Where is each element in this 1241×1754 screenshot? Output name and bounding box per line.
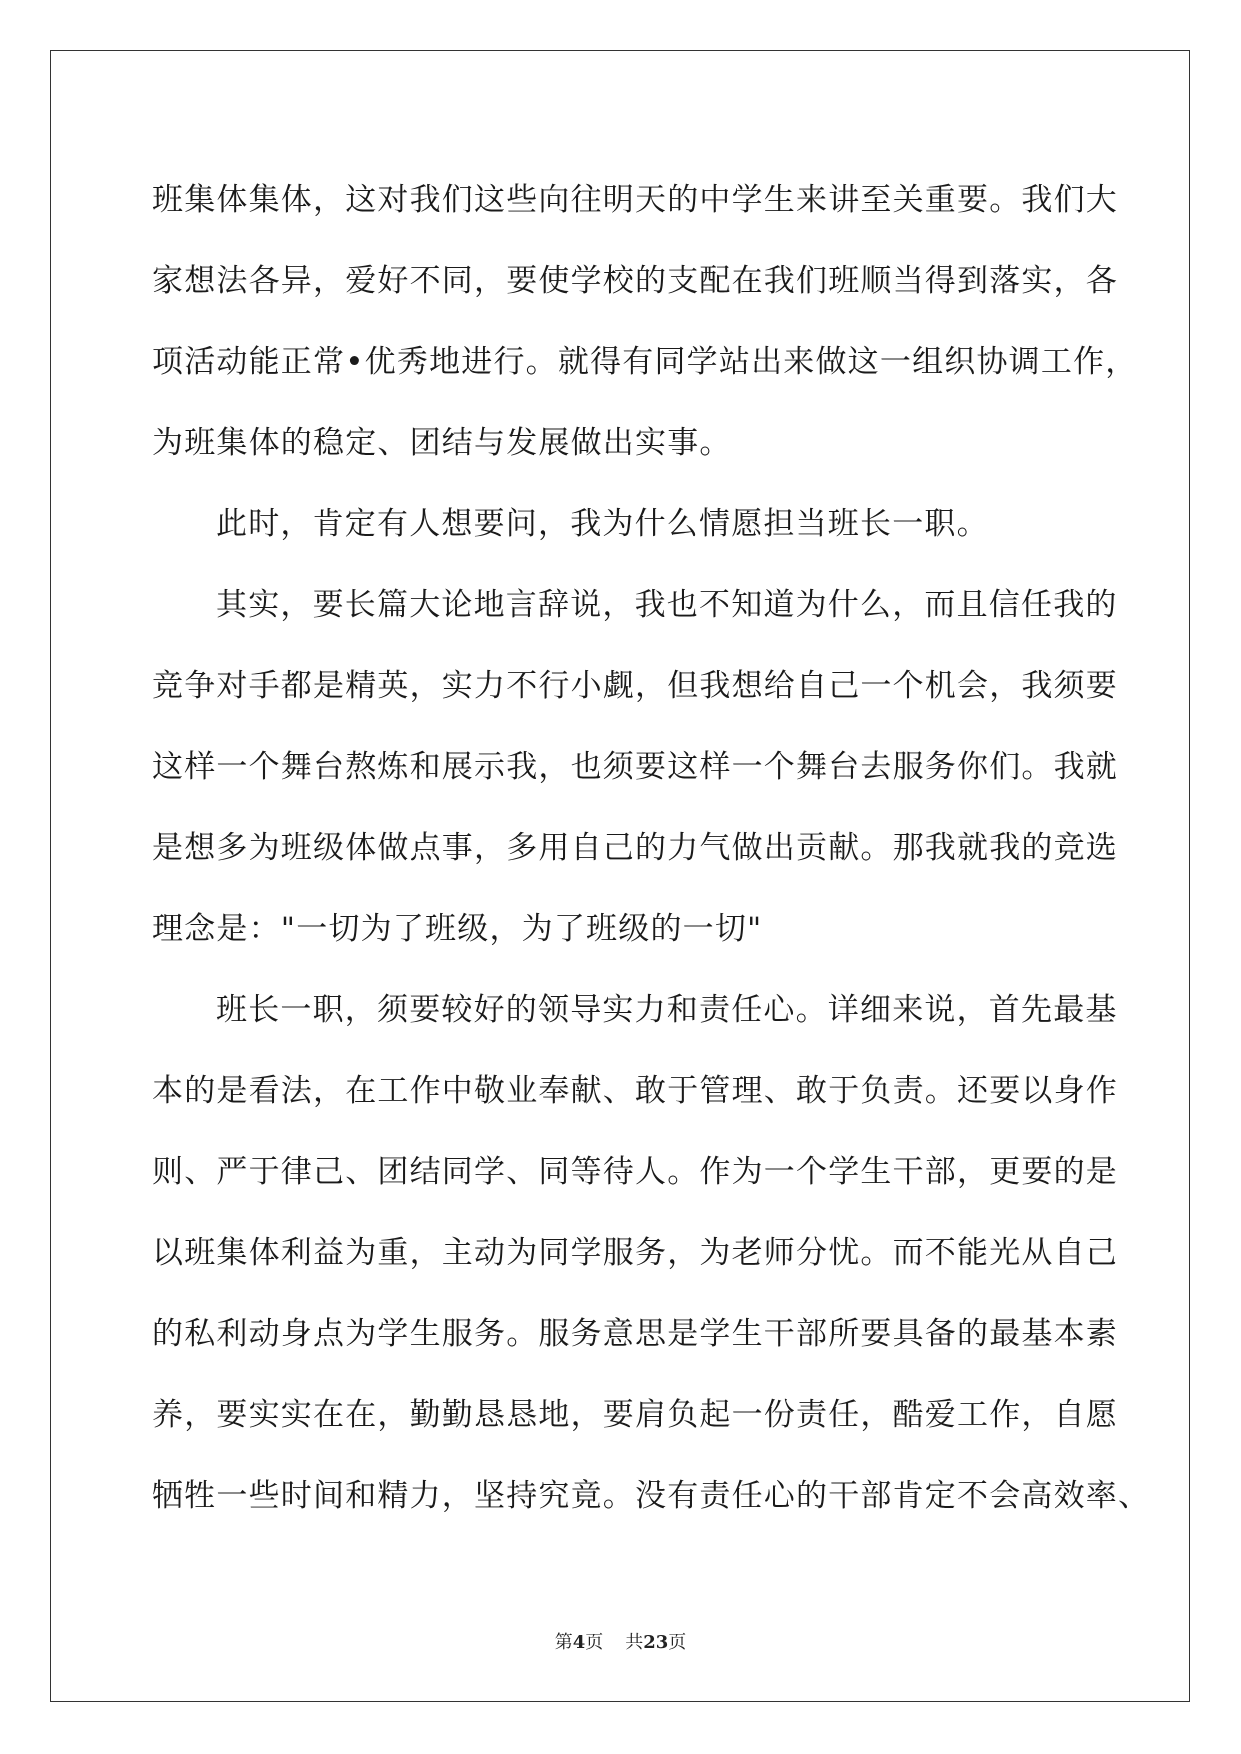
page-prefix: 第 bbox=[554, 1632, 573, 1653]
page-suffix: 页 bbox=[585, 1632, 604, 1653]
text-line: 这样一个舞台熬炼和展示我，也须要这样一个舞台去服务你们。我就 bbox=[152, 749, 1118, 785]
text-line: 此时，肯定有人想要问，我为什么情愿担当班长一职。 bbox=[216, 506, 989, 542]
text-line: 理念是："一切为了班级，为了班级的一切" bbox=[152, 911, 763, 947]
text-line: 竞争对手都是精英，实力不行小觑，但我想给自己一个机会，我须要 bbox=[152, 668, 1118, 704]
text-line: 的私利动身点为学生服务。服务意思是学生干部所要具备的最基本素 bbox=[152, 1316, 1118, 1352]
text-line: 以班集体利益为重，主动为同学服务，为老师分忧。而不能光从自己 bbox=[152, 1235, 1118, 1271]
text-line: 本的是看法，在工作中敬业奉献、敢于管理、敢于负责。还要以身作 bbox=[152, 1073, 1118, 1109]
text-line: 其实，要长篇大论地言辞说，我也不知道为什么，而且信任我的 bbox=[216, 587, 1118, 623]
text-line: 牺牲一些时间和精力，坚持究竟。没有责任心的干部肯定不会高效率、 bbox=[152, 1478, 1151, 1514]
text-line: 项活动能正常•优秀地进行。就得有同学站出来做这一组织协调工作， bbox=[152, 344, 1138, 380]
page-number: 4 bbox=[572, 1632, 586, 1653]
text-line: 则、严于律己、团结同学、同等待人。作为一个学生干部，更要的是 bbox=[152, 1154, 1118, 1190]
text-line: 家想法各异，爱好不同，要使学校的支配在我们班顺当得到落实，各 bbox=[152, 263, 1118, 299]
page-footer bbox=[0, 1628, 1241, 1654]
text-line: 班集体集体，这对我们这些向往明天的中学生来讲至关重要。我们大 bbox=[152, 182, 1118, 218]
total-prefix: 共 bbox=[625, 1632, 644, 1653]
total-suffix: 页 bbox=[668, 1632, 687, 1653]
text-line: 班长一职，须要较好的领导实力和责任心。详细来说，首先最基 bbox=[216, 992, 1118, 1028]
document-body bbox=[152, 160, 1151, 1537]
text-line: 为班集体的稳定、团结与发展做出实事。 bbox=[152, 425, 732, 461]
total-pages: 23 bbox=[643, 1632, 669, 1653]
text-line: 是想多为班级体做点事，多用自己的力气做出贡献。那我就我的竞选 bbox=[152, 830, 1118, 866]
text-line: 养，要实实在在，勤勤恳恳地，要肩负起一份责任，酷爱工作，自愿 bbox=[152, 1397, 1118, 1433]
